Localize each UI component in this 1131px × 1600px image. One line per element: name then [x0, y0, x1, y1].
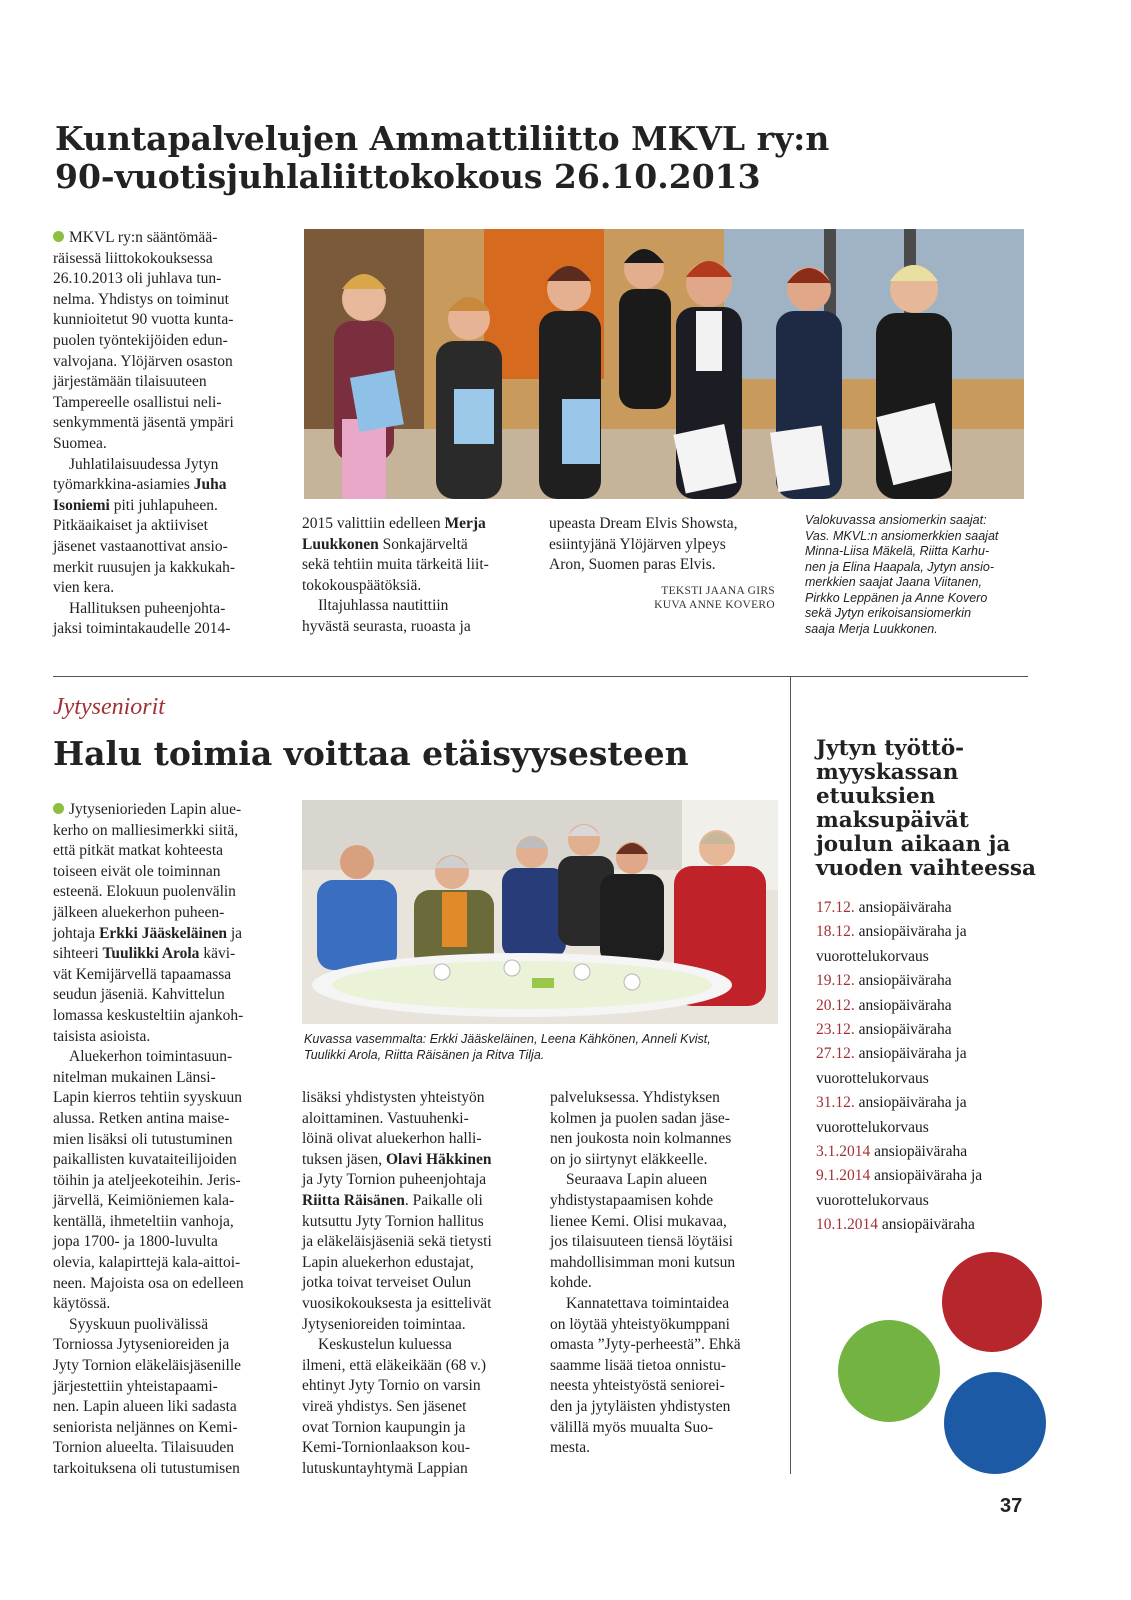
article2-photo-caption: Kuvassa vasemmalta: Erkki Jääskeläinen, Leena Kähkönen, Anneli Kvist, Tuulikki Arola, Riitta Räisänen ja Ritva Tilja.	[304, 1032, 711, 1062]
mixed-line: työmarkkina-asiamies Juha	[53, 476, 227, 494]
article1-photo-caption: Valokuvassa ansiomerkin saajat: Vas. MKVL:n ansiomerkkien saajat Minna-Liisa Mäkelä, Riitta Karhu- nen ja Elina Haapala, Jytyn ansio- merkkien saajat Jaana Viitanen, Pirkko Leppänen ja Anne Kovero sekä Jytyn erikoisansiomerkin saaja Merja Luukkonen.	[805, 513, 999, 636]
payment-date: 17.12.	[816, 899, 859, 916]
payment-row	[816, 994, 1056, 1018]
payment-row	[816, 945, 1056, 969]
payment-date: 23.12.	[816, 1021, 859, 1039]
payment-row	[816, 1042, 1056, 1066]
payment-date: 18.12.	[816, 923, 859, 941]
credit-text: TEKSTI JAANA GIRS	[661, 585, 775, 597]
payment-type: ansiopäiväraha	[858, 899, 952, 916]
group-photo-award-recipients	[304, 229, 1024, 499]
payment-type: ansiopäiväraha ja	[874, 1167, 983, 1185]
photo-illustration	[304, 229, 1024, 499]
blue-circle	[944, 1372, 1046, 1474]
payment-row	[816, 969, 1056, 993]
bullet-icon	[53, 231, 64, 242]
article1-title-line1: Kuntapalvelujen Ammattiliitto MKVL ry:n	[55, 119, 830, 158]
payment-type: ansiopäiväraha	[858, 972, 952, 990]
payment-type: vuorottelukorvaus	[816, 1191, 929, 1209]
payment-type: vuorottelukorvaus	[816, 947, 929, 965]
payment-row	[816, 1067, 1056, 1091]
payment-date: 19.12.	[816, 972, 859, 990]
payment-date: 10.1.2014	[816, 1216, 882, 1234]
payment-type: ansiopäiväraha	[858, 1021, 952, 1039]
credit-photo: KUVA ANNE KOVERO	[654, 599, 775, 611]
payment-type: vuorottelukorvaus	[816, 1069, 929, 1087]
article1-title-line2: 90-vuotisjuhlaliittokokous 26.10.2013	[55, 157, 761, 196]
vertical-divider	[790, 677, 791, 1474]
group-photo-seniors	[302, 800, 778, 1024]
payment-dates-list	[816, 896, 1056, 1238]
article2-col3: palveluksessa. Yhdistyksen kolmen ja puolen sadan jäse- nen joukosta noin kolmannes on jo siirtynyt eläkkeelle. Seuraava Lapin alueen yhdistystapaamisen kohde lienee Kemi. Olisi mukavaa, jos tilaisuuteen tiensä löytäisi mahdollisimman moni kutsun kohde. Kannatettava toimintaidea on löytää yhteistyökumppani omasta ”Jyty-perheestä”. Ehkä saamme lisää tietoa onnistu- neesta yhteistyöstä seniorei- den ja jytyläisten yhdistysten välillä myös muualta Suo- mesta.	[550, 1089, 741, 1457]
article1-col1: MKVL ry:n sääntömää- räisessä liittokokouksessa 26.10.2013 oli juhlava tun- nelma. Yhdistys on toiminut kunnioitetut 90 vuotta kunta- puolen työntekijöiden edun- valvojana. Ylöjärven osaston järjestämään tilaisuuteen Tampereelle osallistui neli- senkymmentä jäsentä ympäri Suomea. Juhlatilaisuudessa Jytyn työmarkkina-asiamies Juha Isoniemi piti juhlapuheen. Pitkäaikaiset ja aktiiviset jäsenet vastaanottivat ansio- merkit ruusujen ja kakkukah- vien kera. Hallituksen puheenjohta- jaksi toimintakaudelle 2014-	[53, 228, 285, 640]
red-circle	[942, 1252, 1042, 1352]
payment-row	[816, 1018, 1056, 1042]
article1-title	[55, 120, 955, 196]
payment-type: ansiopäiväraha	[881, 1216, 975, 1234]
article1-col2: 2015 valittiin edelleen Merja Luukkonen Sonkajärveltä sekä tehtiin muita tärkeitä liit- tokokouspäätöksiä. Iltajuhlassa nautittiin hyvästä seurasta, ruoasta ja	[302, 515, 489, 635]
payment-date: 9.1.2014	[816, 1167, 875, 1185]
payment-row	[816, 920, 1056, 944]
article1-credits	[549, 584, 775, 612]
payment-row	[816, 1213, 1056, 1237]
payment-date: 27.12.	[816, 1045, 859, 1063]
payment-type: ansiopäiväraha ja	[858, 1045, 967, 1063]
payment-type: vuorottelukorvaus	[816, 1118, 929, 1136]
sidebar-title: Jytyn työttö- myyskassan etuuksien maksupäivät joulun aikaan ja vuoden vaihteessa	[816, 736, 1036, 881]
photo-illustration	[302, 800, 778, 1024]
page-number: 37	[1000, 1495, 1023, 1517]
article2-kicker: Jytyseniorit	[53, 694, 165, 720]
payment-date: 20.12.	[816, 996, 859, 1014]
green-circle	[838, 1320, 940, 1422]
article2-col1: Jytyseniorieden Lapin alue- kerho on malliesimerkki siitä, että pitkät matkat kohteesta toiseen eivät ole toiminnan esteenä. Elokuun puolenvälin jälkeen aluekerhon puheen- johtaja Erkki Jääskeläinen ja sihteeri Tuulikki Arola kävi- vät Kemijärvellä tapaamassa seudun jäseniä. Kahvittelun lomassa keskusteltiin ajankoh- taisista asioista. Aluekerhon toimintasuun- nitelman mukainen Länsi- Lapin kierros tehtiin syyskuun alussa. Retken antina maise- mien lisäksi oli tutustuminen paikallisten kuvataiteilijoiden töihin ja ateljeekoteihin. Jeris- järvellä, Keimiöniemen kala- kentällä, ihmeteltiin vanhoja, jopa 1700- ja 1800-luvulta olevia, kalapirttejä kala-aittoi- neen. Majoista osa on edelleen käytössä. Syyskuun puolivälissä Torniossa Jytysenioreiden ja Jyty Tornion eläkeläisjäsenille järjestettiin yhteistapaami- nen. Lapin alueen liki sadasta seniorista neljännes on Kemi- Tornion alueelta. Tilaisuuden tarkoituksena oli tutustumisen	[53, 801, 244, 1477]
horizontal-divider	[53, 676, 1028, 677]
payment-row	[816, 1140, 1056, 1164]
payment-row	[816, 896, 1056, 920]
payment-row	[816, 1164, 1056, 1188]
payment-row	[816, 1116, 1056, 1140]
payment-row	[816, 1091, 1056, 1115]
payment-type: ansiopäiväraha ja	[858, 923, 967, 941]
payment-type: ansiopäiväraha	[858, 996, 952, 1014]
payment-row	[816, 1189, 1056, 1213]
bullet-icon	[53, 803, 64, 814]
payment-type: ansiopäiväraha ja	[858, 1094, 967, 1112]
payment-date: 3.1.2014	[816, 1143, 875, 1161]
payment-type: ansiopäiväraha	[874, 1143, 968, 1161]
article2-col2: lisäksi yhdistysten yhteistyön aloittaminen. Vastuuhenki- löinä olivat aluekerhon halli- tuksen jäsen, Olavi Häkkinen ja Jyty Tornion puheenjohtaja Riitta Räisänen. Paikalle oli kutsuttu Jyty Tornion hallitus ja eläkeläisjäseniä sekä tietysti Lapin aluekerhon edustajat, jotka toivat terveiset Oulun vuosikokouksesta ja esittelivät Jytysenioreiden toimintaa. Keskustelun kuluessa ilmeni, että eläkeikään (68 v.) ehtinyt Jyty Tornio on varsin vireä yhdistys. Sen jäsenet ovat Tornion kaupungin ja Kemi-Tornionlaakson kou- lutuskuntayhtymä Lappian	[302, 1089, 492, 1477]
payment-date: 31.12.	[816, 1094, 859, 1112]
article1-col3: upeasta Dream Elvis Showsta, esiintyjänä Ylöjärven ylpeys Aron, Suomen paras Elvis.	[549, 515, 738, 574]
article2-title: Halu toimia voittaa etäisyysesteen	[53, 734, 689, 773]
